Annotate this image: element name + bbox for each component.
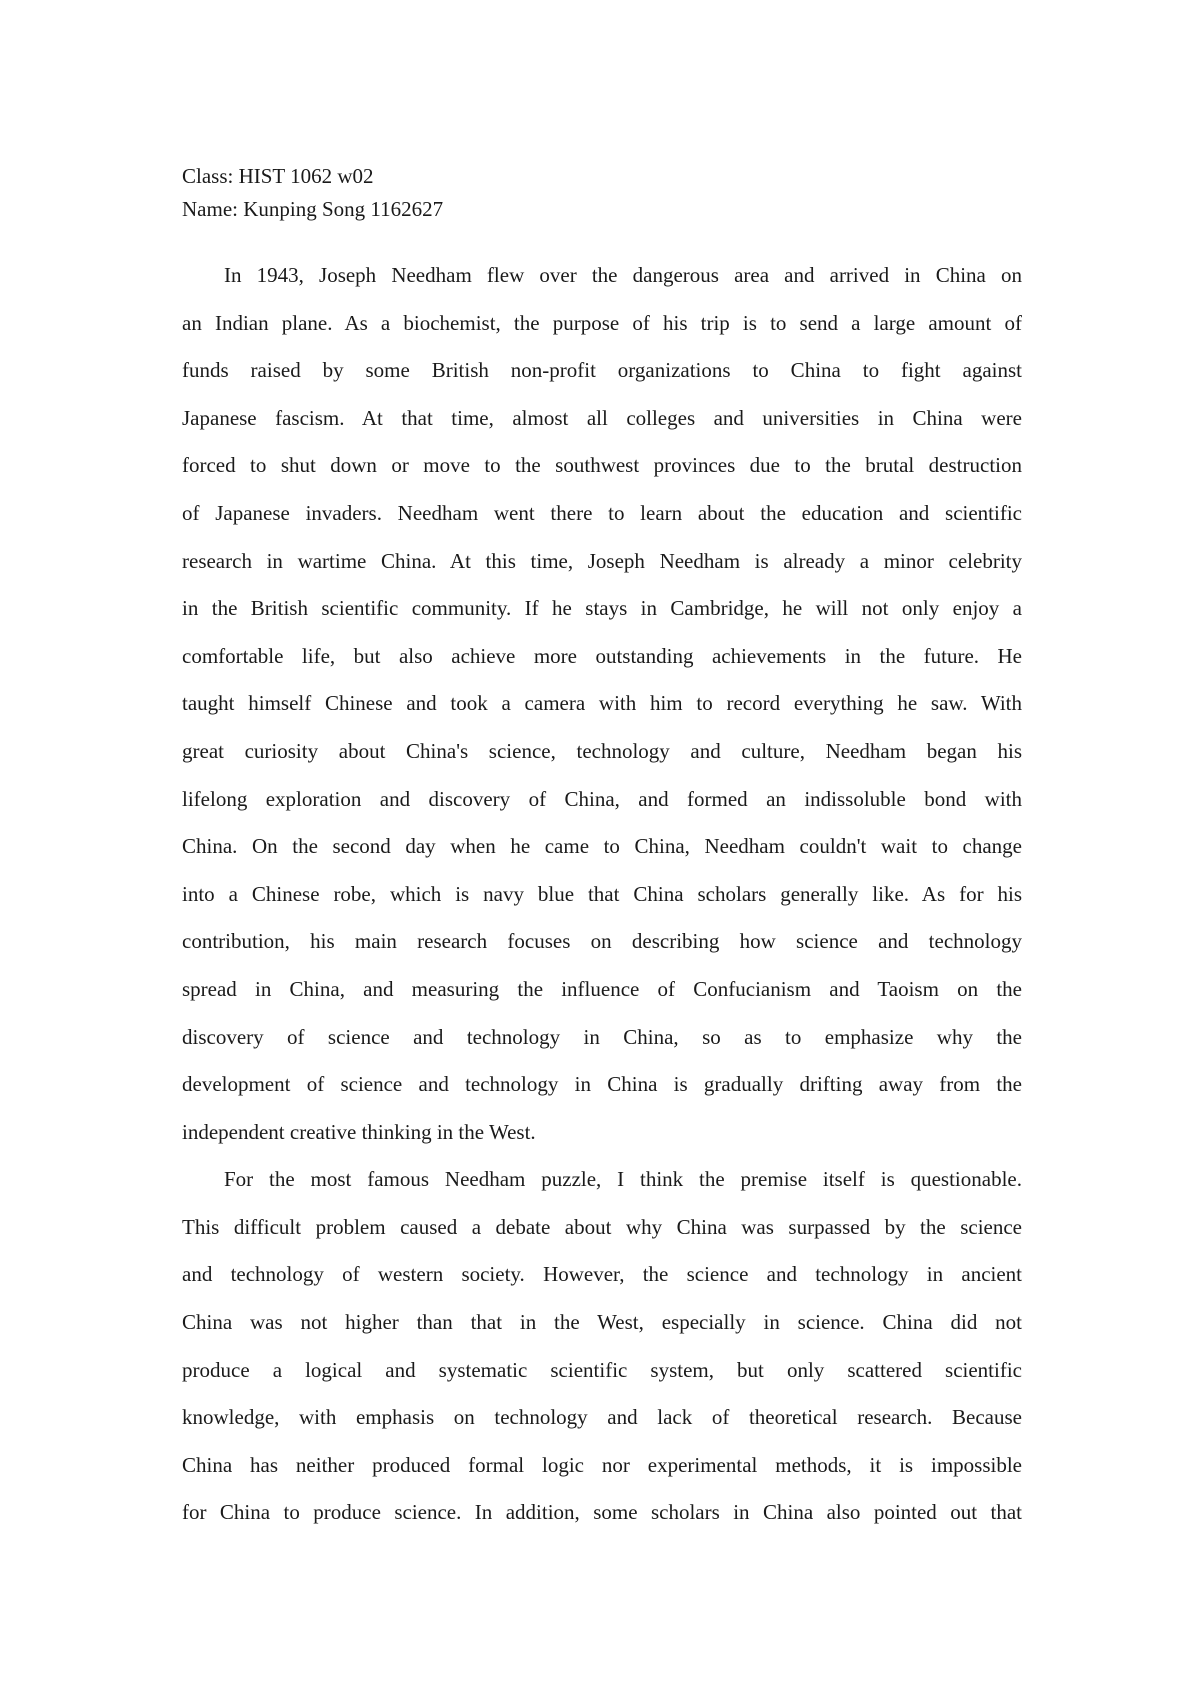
text-line: Japanese fascism. At that time, almost all colleges and universities in China were: [182, 405, 1022, 430]
text-line: in the British scientific community. If he stays in Cambridge, he will not only enjoy a: [182, 596, 1022, 621]
text-line: spread in China, and measuring the influence of Confucianism and Taoism on the: [182, 976, 1022, 1001]
paragraph-2: [182, 1160, 1022, 1541]
text-line: For the most famous Needham puzzle, I think the premise itself is questionable.: [224, 1167, 1022, 1192]
text-line: contribution, his main research focuses on describing how science and technology: [182, 929, 1022, 954]
text-line: funds raised by some British non-profit organizations to China to fight against: [182, 358, 1022, 383]
text-line: comfortable life, but also achieve more outstanding achievements in the future. He: [182, 643, 1022, 668]
name-line: Name: Kunping Song 1162627: [182, 197, 444, 221]
text-line: In 1943, Joseph Needham flew over the dangerous area and arrived in China on: [224, 263, 1022, 287]
document-header: [182, 160, 1022, 226]
text-line: This difficult problem caused a debate about why China was surpassed by the science: [182, 1214, 1022, 1239]
text-line: discovery of science and technology in China, so as to emphasize why the: [182, 1024, 1022, 1049]
text-line: for China to produce science. In addition, some scholars in China also pointed out that: [182, 1500, 1022, 1525]
text-line: research in wartime China. At this time, Joseph Needham is already a minor celebrity: [182, 548, 1022, 573]
class-line: Class: HIST 1062 w02: [182, 164, 374, 188]
text-line: development of science and technology in China is gradually drifting away from the: [182, 1072, 1022, 1097]
text-line: lifelong exploration and discovery of China, and formed an indissoluble bond with: [182, 786, 1022, 811]
text-line: China was not higher than that in the West, especially in science. China did not: [182, 1310, 1022, 1335]
text-line: independent creative thinking in the West.: [182, 1119, 536, 1144]
text-line: of Japanese invaders. Needham went there to learn about the education and scientific: [182, 500, 1022, 525]
text-line: and technology of western society. However, the science and technology in ancient: [182, 1262, 1022, 1287]
text-line: taught himself Chinese and took a camera with him to record everything he saw. With: [182, 691, 1022, 716]
paragraph-1: [182, 256, 1022, 1160]
text-line: knowledge, with emphasis on technology and lack of theoretical research. Because: [182, 1405, 1022, 1430]
text-line: an Indian plane. As a biochemist, the purpose of his trip is to send a large amount of: [182, 310, 1022, 335]
text-line: forced to shut down or move to the southwest provinces due to the brutal destruction: [182, 453, 1022, 478]
document-body: [182, 256, 1022, 1541]
text-line: produce a logical and systematic scientific system, but only scattered scientific: [182, 1357, 1022, 1382]
text-line: into a Chinese robe, which is navy blue that China scholars generally like. As for his: [182, 881, 1022, 906]
text-line: China has neither produced formal logic nor experimental methods, it is impossible: [182, 1452, 1022, 1477]
text-line: great curiosity about China's science, technology and culture, Needham began his: [182, 738, 1022, 763]
text-line: China. On the second day when he came to China, Needham couldn't wait to change: [182, 834, 1022, 859]
